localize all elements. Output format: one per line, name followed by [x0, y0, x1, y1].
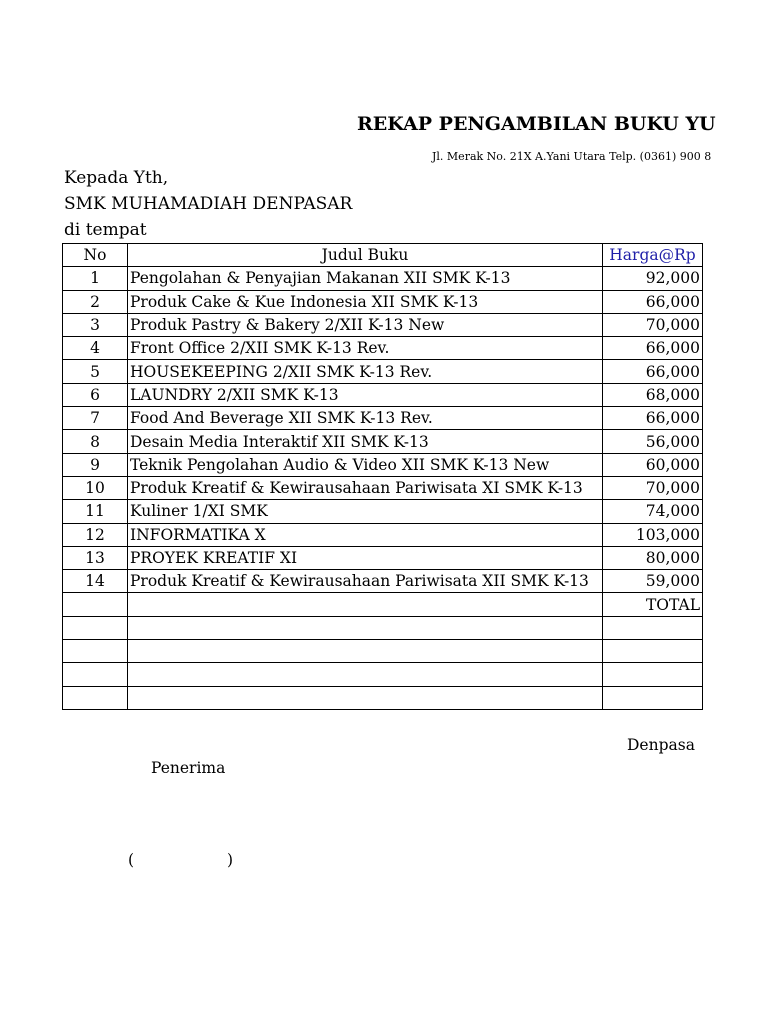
- row-judul: Food And Beverage XII SMK K-13 Rev.: [128, 407, 603, 430]
- table-header-row: [63, 244, 703, 267]
- row-no: 9: [63, 453, 128, 476]
- row-judul: Desain Media Interaktif XII SMK K-13: [128, 430, 603, 453]
- empty-cell: [603, 616, 703, 639]
- empty-cell: [603, 640, 703, 663]
- empty-cell: [603, 686, 703, 709]
- row-no: 10: [63, 476, 128, 499]
- place-date: Denpasa: [627, 736, 695, 754]
- document-address: Jl. Merak No. 21X A.Yani Utara Telp. (0361) 900 8: [432, 150, 712, 163]
- row-harga: 70,000: [603, 313, 703, 336]
- table-row: [63, 407, 703, 430]
- empty-row: [63, 640, 703, 663]
- table-row: [63, 453, 703, 476]
- receiver-label: Penerima: [151, 759, 226, 777]
- row-no: 6: [63, 383, 128, 406]
- row-judul: Produk Pastry & Bakery 2/XII K-13 New: [128, 313, 603, 336]
- table-row: [63, 476, 703, 499]
- table-row: [63, 360, 703, 383]
- row-judul: Front Office 2/XII SMK K-13 Rev.: [128, 337, 603, 360]
- empty-cell: [128, 686, 603, 709]
- empty-cell: [128, 663, 603, 686]
- row-no: 8: [63, 430, 128, 453]
- header-no: No: [63, 244, 128, 267]
- empty-row: [63, 616, 703, 639]
- table-row: [63, 337, 703, 360]
- total-no-cell: [63, 593, 128, 616]
- row-no: 13: [63, 546, 128, 569]
- row-judul: Produk Cake & Kue Indonesia XII SMK K-13: [128, 290, 603, 313]
- row-judul: HOUSEKEEPING 2/XII SMK K-13 Rev.: [128, 360, 603, 383]
- row-judul: Produk Kreatif & Kewirausahaan Pariwisata XII SMK K-13: [128, 570, 603, 593]
- row-no: 3: [63, 313, 128, 336]
- row-no: 5: [63, 360, 128, 383]
- row-harga: 68,000: [603, 383, 703, 406]
- header-harga: Harga@Rp: [603, 244, 703, 267]
- recipient-school: SMK MUHAMADIAH DENPASAR: [64, 194, 353, 214]
- header-judul: Judul Buku: [128, 244, 603, 267]
- book-table: [62, 243, 703, 710]
- recipient-location: di tempat: [64, 220, 147, 240]
- row-no: 2: [63, 290, 128, 313]
- row-judul: Kuliner 1/XI SMK: [128, 500, 603, 523]
- signature-paren-open: (: [128, 851, 135, 869]
- empty-cell: [63, 663, 128, 686]
- row-no: 12: [63, 523, 128, 546]
- row-harga: 66,000: [603, 407, 703, 430]
- row-no: 7: [63, 407, 128, 430]
- row-judul: LAUNDRY 2/XII SMK K-13: [128, 383, 603, 406]
- table-row: [63, 570, 703, 593]
- table-row: [63, 430, 703, 453]
- table-row: [63, 383, 703, 406]
- row-no: 14: [63, 570, 128, 593]
- empty-cell: [128, 640, 603, 663]
- document-title: REKAP PENGAMBILAN BUKU YU: [357, 113, 716, 135]
- recipient-greeting: Kepada Yth,: [64, 168, 169, 188]
- row-harga: 66,000: [603, 337, 703, 360]
- row-judul: INFORMATIKA X: [128, 523, 603, 546]
- row-harga: 103,000: [603, 523, 703, 546]
- empty-row: [63, 663, 703, 686]
- total-row: [63, 593, 703, 616]
- total-label: TOTAL: [603, 593, 703, 616]
- table-body: [63, 267, 703, 710]
- row-harga: 70,000: [603, 476, 703, 499]
- table-row: [63, 313, 703, 336]
- empty-cell: [603, 663, 703, 686]
- empty-cell: [128, 616, 603, 639]
- row-harga: 59,000: [603, 570, 703, 593]
- row-judul: Pengolahan & Penyajian Makanan XII SMK K-13: [128, 267, 603, 290]
- row-no: 11: [63, 500, 128, 523]
- row-no: 4: [63, 337, 128, 360]
- table-row: [63, 546, 703, 569]
- table-row: [63, 500, 703, 523]
- row-harga: 56,000: [603, 430, 703, 453]
- table-row: [63, 267, 703, 290]
- empty-cell: [63, 616, 128, 639]
- empty-cell: [63, 640, 128, 663]
- table-row: [63, 523, 703, 546]
- signature-paren-close: ): [227, 851, 234, 869]
- empty-cell: [63, 686, 128, 709]
- total-judul-cell: [128, 593, 603, 616]
- row-harga: 60,000: [603, 453, 703, 476]
- row-no: 1: [63, 267, 128, 290]
- row-judul: Teknik Pengolahan Audio & Video XII SMK K-13 New: [128, 453, 603, 476]
- row-harga: 80,000: [603, 546, 703, 569]
- row-harga: 92,000: [603, 267, 703, 290]
- row-harga: 66,000: [603, 360, 703, 383]
- row-harga: 66,000: [603, 290, 703, 313]
- row-harga: 74,000: [603, 500, 703, 523]
- row-judul: PROYEK KREATIF XI: [128, 546, 603, 569]
- row-judul: Produk Kreatif & Kewirausahaan Pariwisata XI SMK K-13: [128, 476, 603, 499]
- empty-row: [63, 686, 703, 709]
- table-row: [63, 290, 703, 313]
